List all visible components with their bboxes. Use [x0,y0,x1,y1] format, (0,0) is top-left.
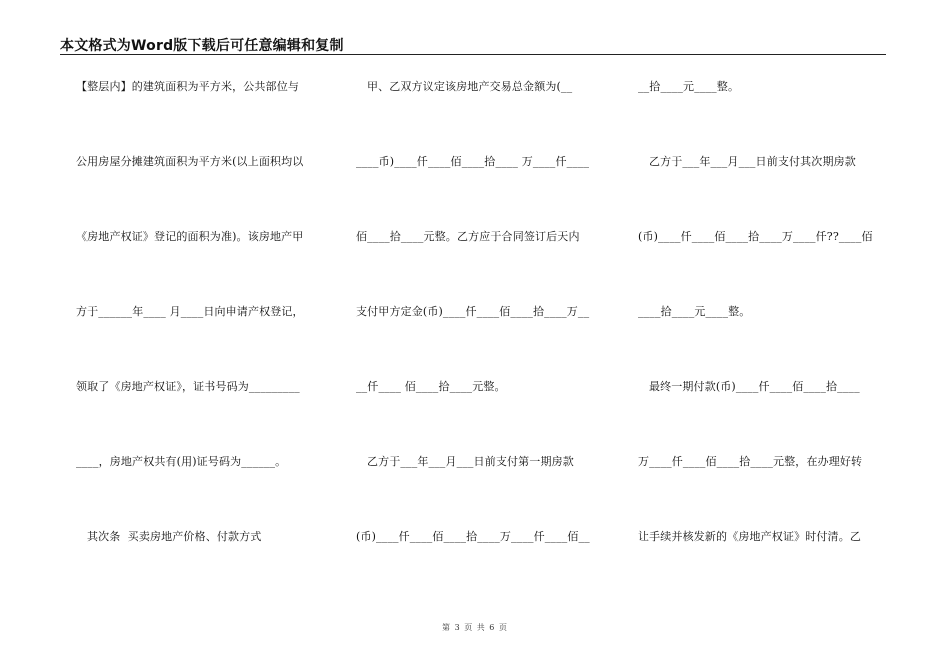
text-line: 乙方于___年___月___日前支付第一期房款 [356,455,574,468]
text-line: 最终一期付款(币)____仟____佰____拾____ [638,380,860,393]
text-line: 领取了《房地产权证》，证书号码为_________ [76,380,300,393]
text-line: 乙方于___年___月___日前支付其次期房款 [638,155,856,168]
text-line: ____币)____仟____佰____拾____ 万____仟____ [356,155,590,168]
text-line: 甲、乙双方议定该房地产交易总金额为(__ [356,80,573,93]
text-line: 佰____拾____元整。乙方应于合同签订后天内 [356,230,580,243]
text-line: 公用房屋分摊建筑面积为平方米(以上面积均以 [76,155,304,168]
text-line: __仟____ 佰____拾____元整。 [356,380,506,393]
text-line: (币)____仟____佰____拾____万____仟____佰__ [356,530,590,543]
text-column-left [76,0,326,610]
text-line: 万____仟____佰____拾____元整，在办理好转 [638,455,863,468]
section-heading: 其次条 买卖房地产价格、付款方式 [76,530,262,543]
text-line: 方于______年____ 月____日向申请产权登记， [76,305,304,318]
text-line: (币)____仟____佰____拾____万____仟??____佰 [638,230,873,243]
text-line: ____拾____元____整。 [638,305,751,318]
text-line: 支付甲方定金(币)____仟____佰____拾____万__ [356,305,590,318]
text-column-middle [356,0,606,610]
text-column-right [638,0,888,610]
text-line: __拾____元____整。 [638,80,740,93]
text-line: 《房地产权证》登记的面积为准)。该房地产甲 [76,230,304,243]
page-header-title: 本文格式为Word版下载后可任意编辑和复制 [60,38,344,54]
text-line: ____，房地产权共有(用)证号码为______。 [76,455,287,468]
text-line: 【整层内】的建筑面积为平方米，公共部位与 [76,80,299,93]
text-line: 让手续并核发新的《房地产权证》时付清。乙 [638,530,861,543]
page-number: 第 3 页 共 6 页 [442,623,508,632]
